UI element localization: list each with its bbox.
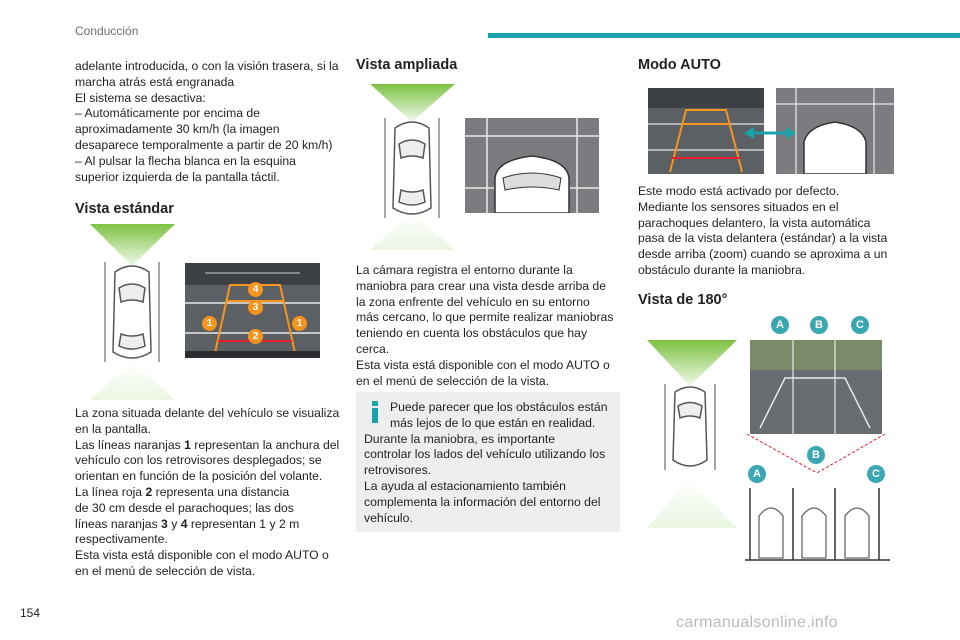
marker-1-right: 1 <box>292 316 307 331</box>
text-line: en el menú de selección de la vista. <box>356 373 550 388</box>
standard-view-car-illustration <box>85 222 180 402</box>
text-run: representan la anchura del <box>190 437 340 452</box>
col1-intro <box>75 59 345 185</box>
marker-b-top: B <box>810 316 828 334</box>
text-line: en el menú de selección de vista. <box>75 563 256 578</box>
marker-3: 3 <box>248 300 263 315</box>
col2-body <box>356 263 620 389</box>
text-line: más lejos de lo que están en realidad. <box>390 415 596 430</box>
text-line: Esta vista está disponible con el modo AUTO o <box>75 548 329 563</box>
text-line: respectivamente. <box>75 532 168 547</box>
text-line: obstáculo durante la maniobra. <box>638 262 806 277</box>
text-run-bold: 1 <box>184 437 191 452</box>
text-line: complementa la información del entorno del <box>364 494 601 509</box>
text-line: de 30 cm desde el parachoques; las dos <box>75 500 294 515</box>
text-line: Este modo está activado por defecto. <box>638 184 840 198</box>
heading-vista-estandar: Vista estándar <box>75 201 174 217</box>
text-line: teniendo en cuenta los obstáculos que hay <box>356 326 588 341</box>
text-line: orientan en función de la posición del volante. <box>75 469 323 484</box>
auto-mode-screens <box>648 88 894 174</box>
info-note-text <box>364 400 616 526</box>
text-line <box>75 438 345 454</box>
marker-b-bottom: B <box>807 446 825 464</box>
zoom-view-car-illustration <box>365 82 460 252</box>
text-line: La ayuda al estacionamiento también <box>364 478 566 493</box>
text-line: adelante introducida, o con la visión trasera, si la <box>75 59 339 73</box>
panoramic-view-illustration <box>645 338 890 568</box>
text-line: La cámara registra el entorno durante la <box>356 263 573 277</box>
text-line: maniobra para crear una vista desde arriba de <box>356 278 606 293</box>
text-line: superior izquierda de la pantalla táctil. <box>75 169 280 184</box>
watermark: carmanualsonline.info <box>676 614 838 631</box>
marker-a-top: A <box>771 316 789 334</box>
text-line: vehículo con los retrovisores desplegados; se <box>75 453 322 468</box>
zoom-view-screen <box>465 118 599 213</box>
header-section-title: Conducción <box>75 24 139 38</box>
text-line: controlar los lados del vehículo utilizando los <box>364 447 606 462</box>
marker-c-top: C <box>851 316 869 334</box>
text-run-bold: 3 <box>161 516 168 531</box>
text-run-bold: 4 <box>180 516 188 531</box>
text-line <box>75 485 345 501</box>
text-run: y <box>167 516 181 531</box>
text-run: Las líneas naranjas <box>75 437 185 452</box>
header-accent-bar <box>488 33 960 38</box>
text-line: Esta vista está disponible con el modo AUTO o <box>356 357 610 372</box>
info-note-box <box>356 392 620 532</box>
text-line: – Al pulsar la flecha blanca en la esquina <box>75 153 296 168</box>
text-line: la zona enfrente del vehículo en su entorno <box>356 294 590 309</box>
marker-2: 2 <box>248 329 263 344</box>
text-run: líneas naranjas <box>75 516 162 531</box>
text-line: Mediante los sensores situados en el <box>638 199 839 214</box>
text-line: marcha atrás está engranada <box>75 74 235 89</box>
heading-modo-auto: Modo AUTO <box>638 57 721 73</box>
text-line: parachoques delantero, la vista automática <box>638 215 871 230</box>
text-line: aproximadamente 30 km/h (la imagen <box>75 122 280 137</box>
text-line: en la pantalla. <box>75 421 151 436</box>
marker-4: 4 <box>248 282 263 297</box>
text-line: retrovisores. <box>364 463 432 478</box>
text-line: desde arriba (zoom) cuando se aproxima a un <box>638 247 888 262</box>
text-line: La zona situada delante del vehículo se visualiza <box>75 406 340 420</box>
text-run: representan 1 y 2 m <box>187 516 300 531</box>
col1-body <box>75 406 345 580</box>
text-line: pasa de la vista delantera (estándar) a la vista <box>638 231 888 246</box>
text-run: representa una distancia <box>152 484 290 499</box>
heading-vista-ampliada: Vista ampliada <box>356 57 458 73</box>
marker-a-bottom: A <box>748 465 766 483</box>
text-line: vehículo. <box>364 510 413 525</box>
heading-vista-180: Vista de 180° <box>638 292 728 308</box>
marker-1-left: 1 <box>202 316 217 331</box>
text-line: El sistema se desactiva: <box>75 90 206 105</box>
text-line: Puede parecer que los obstáculos están <box>390 400 608 414</box>
page-number: 154 <box>20 606 41 620</box>
text-line: Durante la maniobra, es importante <box>364 431 556 446</box>
text-line <box>75 517 345 533</box>
text-line: desaparece temporalmente a partir de 20 km/h) <box>75 137 333 152</box>
text-line: – Automáticamente por encima de <box>75 106 260 121</box>
text-line: cerca. <box>356 341 390 356</box>
col3-auto-body <box>638 184 902 279</box>
marker-c-bottom: C <box>867 465 885 483</box>
text-line: más cercano, lo que permite realizar maniobras <box>356 310 614 325</box>
text-run: La línea roja <box>75 484 146 499</box>
text-run-bold: 2 <box>145 484 153 499</box>
standard-view-screen <box>185 263 320 358</box>
